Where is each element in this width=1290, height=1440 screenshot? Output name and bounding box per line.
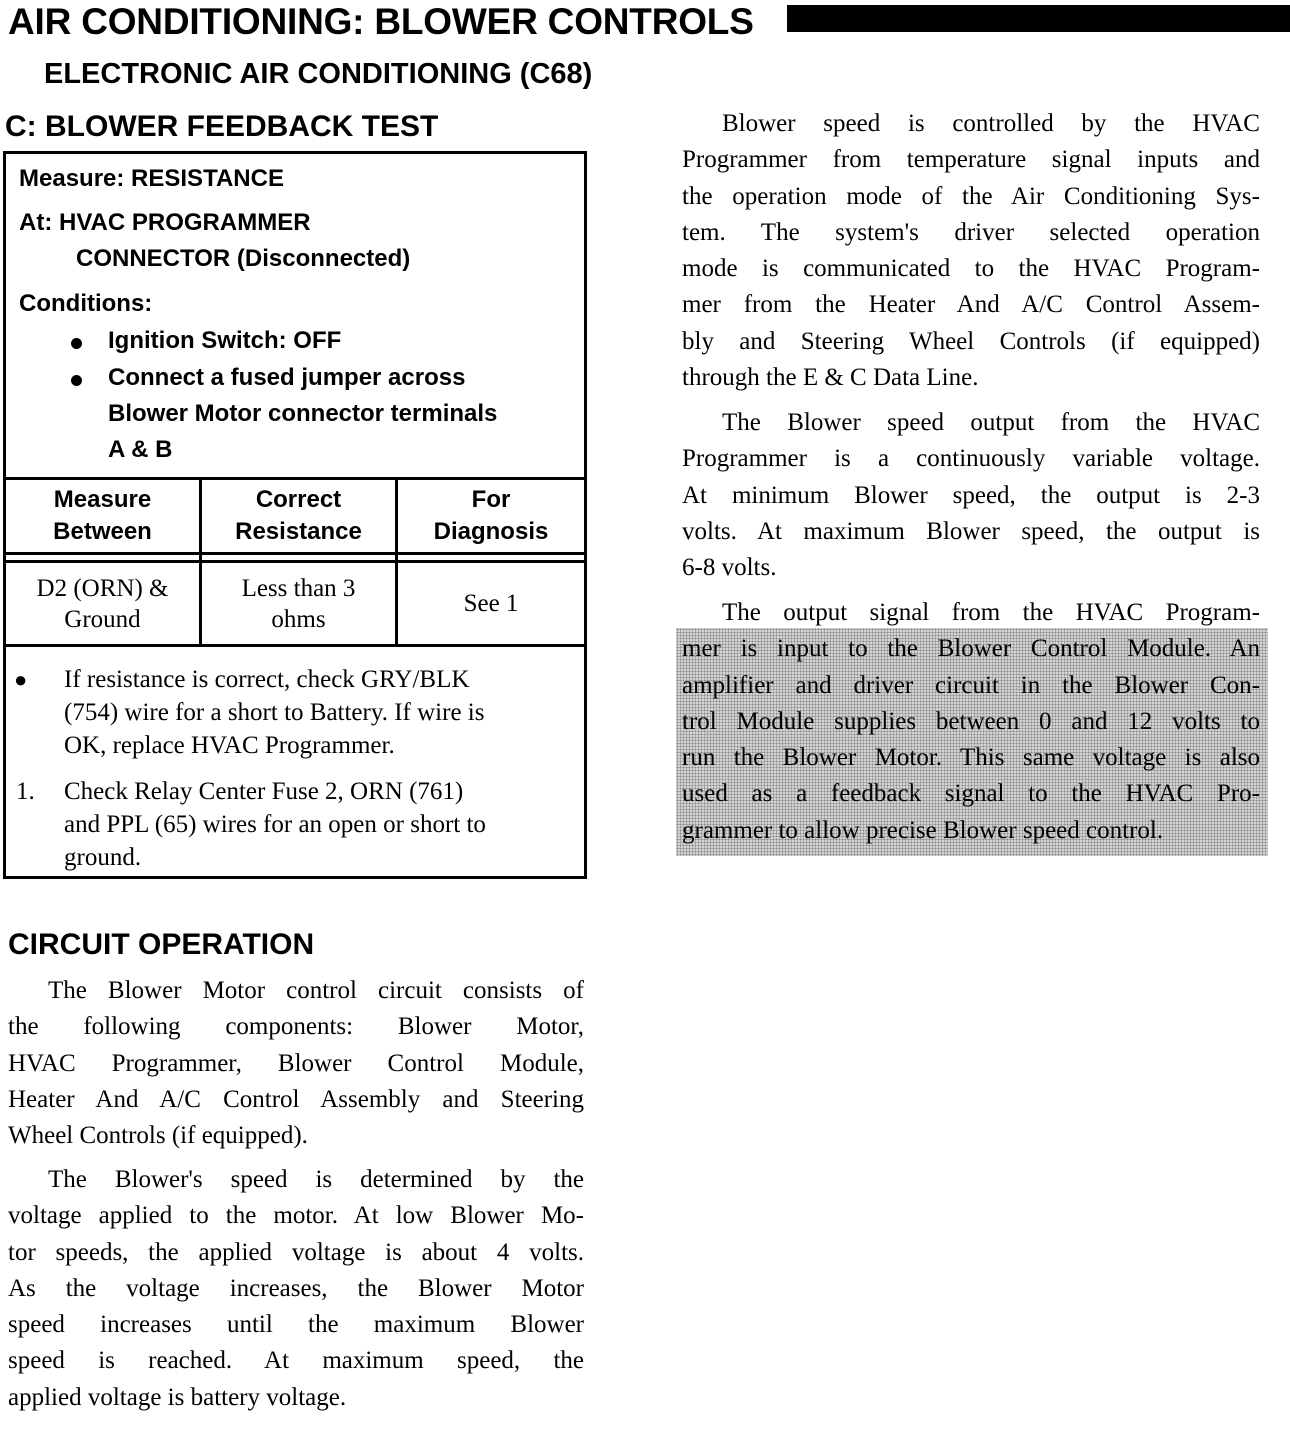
bullet-icon bbox=[71, 375, 82, 386]
text-line: volts. At maximum Blower speed, the output is bbox=[682, 517, 1260, 545]
cell-text: D2 (ORN) & bbox=[36, 574, 169, 602]
text-line: speed increases until the maximum Blower bbox=[8, 1311, 584, 1339]
text-line: grammer to allow precise Blower speed control. bbox=[682, 816, 1164, 844]
header-for-diagnosis bbox=[398, 480, 584, 552]
text-line: trol Module supplies between 0 and 12 volts to bbox=[682, 707, 1260, 735]
text-line: The output signal from the HVAC Program- bbox=[722, 599, 1260, 626]
title-rule bbox=[787, 5, 1290, 32]
cell-measure-between bbox=[6, 563, 199, 644]
cell-for-diagnosis bbox=[398, 563, 584, 644]
text-line: speed is reached. At maximum speed, the bbox=[8, 1347, 584, 1375]
note-text: OK, replace HVAC Programmer. bbox=[64, 732, 395, 759]
right-paragraph-1 bbox=[682, 106, 1260, 396]
circuit-heading: CIRCUIT OPERATION bbox=[8, 928, 315, 961]
cell-text: ohms bbox=[271, 605, 326, 633]
circuit-paragraph-2 bbox=[8, 1162, 584, 1416]
page-subtitle: ELECTRONIC AIR CONDITIONING (C68) bbox=[44, 58, 593, 90]
text-line: Wheel Controls (if equipped). bbox=[8, 1122, 308, 1150]
note-bullet-icon: ● bbox=[14, 667, 28, 692]
header-text: Correct bbox=[255, 486, 342, 513]
text-line: At minimum Blower speed, the output is 2-3 bbox=[682, 481, 1260, 509]
header-correct-resistance bbox=[202, 480, 395, 552]
right-paragraph-2 bbox=[682, 405, 1260, 586]
text-line: used as a feedback signal to the HVAC Pro- bbox=[682, 780, 1260, 808]
header-measure-between bbox=[6, 480, 199, 552]
text-line: 6-8 volts. bbox=[682, 554, 777, 582]
conditions-block bbox=[6, 154, 584, 477]
note-text: ground. bbox=[64, 844, 142, 871]
text-line: Programmer is a continuously variable voltage. bbox=[682, 445, 1260, 473]
cell-correct-resistance bbox=[202, 563, 395, 644]
text-line: Heater And A/C Control Assembly and Steering bbox=[8, 1085, 584, 1113]
text-line: The Blower Motor control circuit consists of bbox=[48, 977, 584, 1004]
cell-text: Ground bbox=[64, 605, 141, 633]
note-text: and PPL (65) wires for an open or short to bbox=[64, 811, 486, 838]
condition-jumper-2: Blower Motor connector terminals bbox=[108, 400, 498, 427]
connector-line: CONNECTOR (Disconnected) bbox=[76, 245, 411, 272]
note-text: If resistance is correct, check GRY/BLK bbox=[64, 666, 470, 693]
right-paragraph-3 bbox=[682, 595, 1260, 849]
text-line: The Blower speed output from the HVAC bbox=[722, 409, 1260, 436]
text-line: HVAC Programmer, Blower Control Module, bbox=[8, 1049, 584, 1077]
page-title: AIR CONDITIONING: BLOWER CONTROLS bbox=[8, 1, 754, 42]
text-line: Blower speed is controlled by the HVAC bbox=[722, 110, 1260, 137]
text-line: amplifier and driver circuit in the Blower Con- bbox=[682, 671, 1260, 699]
text-line: bly and Steering Wheel Controls (if equipped) bbox=[682, 327, 1260, 355]
text-line: Programmer from temperature signal inputs and bbox=[682, 146, 1260, 174]
cell-text: Less than 3 bbox=[241, 574, 356, 602]
text-line: applied voltage is battery voltage. bbox=[8, 1383, 347, 1411]
text-line: mer is input to the Blower Control Module. An bbox=[682, 635, 1260, 663]
cell-text: See 1 bbox=[463, 590, 519, 617]
header-text: Measure bbox=[53, 486, 152, 513]
conditions-label: Conditions: bbox=[19, 290, 153, 317]
test-heading: C: BLOWER FEEDBACK TEST bbox=[5, 110, 439, 143]
text-line: mode is communicated to the HVAC Program- bbox=[682, 255, 1260, 283]
text-line: The Blower's speed is determined by the bbox=[48, 1166, 584, 1193]
note-text: Check Relay Center Fuse 2, ORN (761) bbox=[64, 778, 464, 805]
text-line: mer from the Heater And A/C Control Assem- bbox=[682, 291, 1260, 319]
text-line: the following components: Blower Motor, bbox=[8, 1013, 584, 1041]
header-rule-1 bbox=[6, 552, 584, 555]
condition-ignition: Ignition Switch: OFF bbox=[108, 327, 342, 354]
text-line: run the Blower Motor. This same voltage is also bbox=[682, 744, 1260, 772]
text-line: through the E & C Data Line. bbox=[682, 364, 979, 392]
text-line: As the voltage increases, the Blower Motor bbox=[8, 1274, 584, 1302]
bullet-icon bbox=[71, 338, 82, 349]
header-text: For bbox=[471, 486, 511, 513]
text-line: tem. The system's driver selected operation bbox=[682, 218, 1260, 246]
text-line: the operation mode of the Air Conditioning Sys- bbox=[682, 182, 1260, 210]
note-text: (754) wire for a short to Battery. If wire is bbox=[64, 699, 485, 726]
header-text: Diagnosis bbox=[433, 518, 549, 545]
measure-line: Measure: RESISTANCE bbox=[19, 165, 284, 192]
test-box bbox=[3, 151, 587, 879]
condition-jumper-1: Connect a fused jumper across bbox=[108, 364, 466, 391]
condition-jumper-3: A & B bbox=[108, 436, 173, 463]
text-line: voltage applied to the motor. At low Blower Mo- bbox=[8, 1202, 584, 1230]
circuit-paragraph-1 bbox=[8, 973, 584, 1154]
header-text: Between bbox=[53, 518, 152, 545]
note-number: 1. bbox=[16, 778, 35, 805]
header-text: Resistance bbox=[235, 518, 362, 545]
text-line: tor speeds, the applied voltage is about 4 volts. bbox=[8, 1238, 584, 1266]
at-line: At: HVAC PROGRAMMER bbox=[19, 209, 311, 236]
table-bottom-rule bbox=[6, 644, 584, 647]
